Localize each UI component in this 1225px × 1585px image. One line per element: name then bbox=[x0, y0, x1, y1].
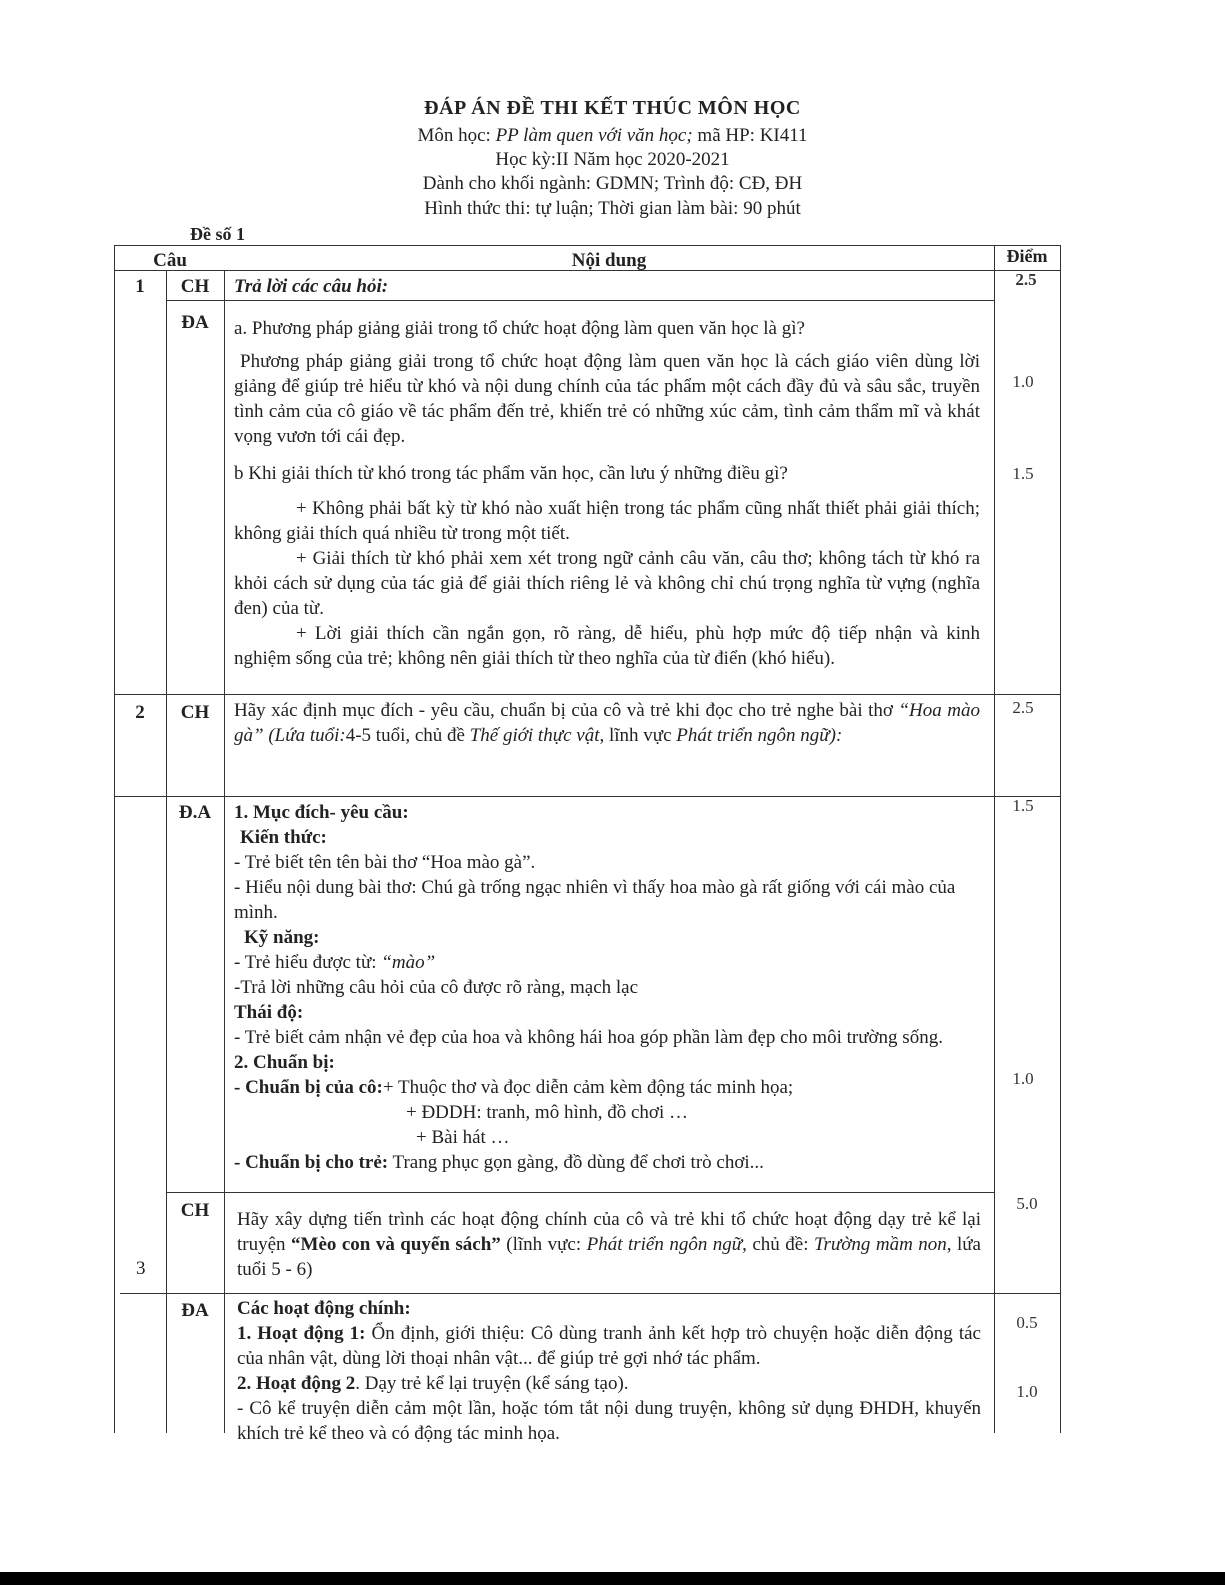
q3-activity-2-score: 1.0 bbox=[1016, 1382, 1038, 1401]
q3-main-heading: Các hoạt động chính: bbox=[237, 1298, 411, 1319]
q3-number: 3 bbox=[136, 1258, 146, 1279]
header-content: Nội dung bbox=[571, 250, 647, 271]
audience-line: Dành cho khối ngành: GDMN; Trình độ: CĐ, ĐH bbox=[422, 173, 803, 194]
row-divider-q2-ch bbox=[114, 796, 1060, 797]
q2-attitude-heading: Thái độ: bbox=[234, 1002, 304, 1023]
q3-ch-field: Phát triển ngôn ngữ bbox=[586, 1234, 743, 1255]
q2-knowledge-heading: Kiến thức: bbox=[240, 827, 327, 848]
row-divider-q1-end bbox=[114, 694, 1060, 695]
q2-knowledge-2: - Hiểu nội dung bài thơ: Chú gà trống ngạc nhiên vì thấy hoa mào gà rất giống với cái mào của mình. bbox=[234, 877, 956, 923]
q2-knowledge-1: - Trẻ biết tên tên bài thơ “Hoa mào gà”. bbox=[234, 852, 536, 873]
q1-b-note-1: + Không phải bất kỳ từ khó nào xuất hiện trong tác phẩm cũng nhất thiết phải giải thích; không giải thích quá nhiều từ trong một tiết. bbox=[234, 498, 980, 544]
row-divider-q3-start bbox=[166, 1192, 994, 1193]
q2-prep-teacher-label: - Chuẩn bị của cô: bbox=[234, 1077, 383, 1098]
q1-a-score: 1.0 bbox=[1012, 372, 1034, 391]
col-divider-score bbox=[994, 245, 995, 1433]
q1-b-note-2: + Giải thích từ khó phải xem xét trong ngữ cảnh câu văn, câu thơ; không tách từ khó ra khỏi cách sử dụng của tác giả để giải thích riêng lẻ và không chỉ chú trọng nghĩa từ vựng (nghĩa đen) của từ. bbox=[234, 548, 980, 619]
q3-activity-2 bbox=[237, 1371, 981, 1396]
col-divider-tag bbox=[166, 270, 167, 1433]
q3-ch-part-5: , chủ đề: bbox=[742, 1234, 814, 1255]
q2-ch-score: 2.5 bbox=[1012, 698, 1034, 717]
q2-ch-part-3: 4-5 tuổi, chủ đề bbox=[345, 725, 470, 746]
document-title: ĐÁP ÁN ĐỀ THI KẾT THÚC MÔN HỌC bbox=[424, 97, 801, 119]
q2-prep-children-text: Trang phục gọn gàng, đồ dùng để chơi trò chơi... bbox=[388, 1152, 764, 1173]
q2-skills-2: -Trả lời những câu hỏi của cô được rõ ràng, mạch lạc bbox=[234, 977, 639, 998]
q3-ch-topic: Trường mầm non bbox=[813, 1234, 947, 1255]
row-divider-q3-ch bbox=[120, 1293, 1060, 1294]
q2-prep-score: 1.0 bbox=[1012, 1069, 1034, 1088]
q2-section-goals: 1. Mục đích- yêu cầu: bbox=[234, 802, 409, 823]
table-border-left bbox=[114, 245, 115, 1433]
q3-activity-1-text: Ổn định, giới thiệu: Cô dùng tranh ảnh kết hợp trò chuyện hoặc diễn động tác của nhân vật, dùng lời thoại nhân vật... để giúp trẻ gợi nhớ tác phẩm. bbox=[237, 1323, 981, 1369]
q2-skills-1-text: - Trẻ hiểu được từ: bbox=[234, 952, 382, 973]
subject-line bbox=[0, 124, 1225, 148]
q3-da-tag: ĐA bbox=[181, 1300, 209, 1321]
q1-b-note-3: + Lời giải thích cần ngắn gọn, rõ ràng, dễ hiểu, phù hợp mức độ tiếp nhận và kinh nghiệm sống của trẻ; không nên giải thích từ theo nghĩa của từ điển (khó hiểu). bbox=[234, 623, 980, 669]
q2-prep-teacher-1: + Thuộc thơ và đọc diễn cảm kèm động tác minh họa; bbox=[382, 1077, 794, 1098]
q2-ch-part-5: , lĩnh vực bbox=[599, 725, 677, 746]
q1-b-notes bbox=[234, 496, 980, 671]
q2-prep-teacher-3: + Bài hát … bbox=[416, 1127, 510, 1148]
term-line: Học kỳ:II Năm học 2020-2021 bbox=[495, 149, 730, 170]
q2-skills-1 bbox=[234, 950, 980, 975]
q3-ch-tag: CH bbox=[180, 1200, 210, 1221]
q1-b-question: b Khi giải thích từ khó trong tác phẩm văn học, cần lưu ý những điều gì? bbox=[234, 463, 788, 484]
q1-ch-score: 2.5 bbox=[1015, 270, 1037, 289]
subject-name: PP làm quen với văn học; bbox=[495, 125, 693, 146]
q1-a-question: a. Phương pháp giảng giải trong tổ chức hoạt động làm quen văn học là gì? bbox=[234, 318, 805, 339]
q3-ch-story: “Mèo con và quyển sách” bbox=[291, 1234, 501, 1255]
q2-answer bbox=[234, 800, 980, 1175]
row-divider-q1-ch bbox=[166, 300, 994, 301]
q1-da-tag: ĐA bbox=[181, 312, 209, 333]
exam-number: Đề số 1 bbox=[190, 224, 245, 244]
q2-section-prep: 2. Chuẩn bị: bbox=[234, 1052, 335, 1073]
q3-activity-1-label: 1. Hoạt động 1: bbox=[237, 1323, 366, 1344]
q3-activity-2-step-1: - Cô kể truyện diễn cảm một lần, hoặc tóm tắt nội dung truyện, không sử dụng ĐHDH, khuyến khích trẻ kể theo và có động tác minh họa. bbox=[237, 1398, 981, 1444]
q2-prep-children-label: - Chuẩn bị cho trẻ: bbox=[234, 1152, 389, 1173]
header-score: Điểm bbox=[1006, 246, 1048, 266]
q2-ch-field: Phát triển ngôn ngữ): bbox=[676, 725, 843, 746]
q3-ch-part-1: Hãy xây dựng tiến trình các hoạt động chính của cô và trẻ khi tổ chức hoạt động dạy trẻ kể lại truyện bbox=[237, 1209, 981, 1255]
q2-ch-poem: “Hoa mào gà” (Lứa tuổi: bbox=[234, 700, 981, 746]
col-divider-content bbox=[224, 270, 225, 1433]
q2-skills-1-word: “mào” bbox=[381, 952, 436, 973]
q2-prep-children bbox=[234, 1150, 980, 1175]
q2-prep-teacher-2: + ĐDDH: tranh, mô hình, đồ chơi … bbox=[406, 1102, 688, 1123]
q1-a-answer: Phương pháp giảng giải trong tổ chức hoạt động làm quen văn học là cách giáo viên dùng lời giảng để giúp trẻ hiểu từ khó và nội dung chính của tác phẩm một cách đầy đủ và sâu sắc, truyền tình cảm của cô giáo về tác phẩm đến trẻ, khiến trẻ có những xúc cảm, tình cảm thẩm mĩ và khát vọng vươn tới cái đẹp. bbox=[234, 351, 980, 447]
q3-activity-1 bbox=[237, 1321, 981, 1371]
q3-answer bbox=[237, 1296, 981, 1446]
q1-ch-text: Trả lời các câu hỏi: bbox=[234, 276, 389, 297]
q2-ch-tag: CH bbox=[180, 702, 210, 723]
q2-number: 2 bbox=[135, 702, 145, 723]
q1-ch-tag: CH bbox=[180, 276, 210, 297]
q3-answer-clip bbox=[234, 1296, 986, 1444]
q3-ch-text bbox=[237, 1207, 981, 1282]
q1-number: 1 bbox=[135, 276, 145, 297]
q2-prep-1 bbox=[234, 1075, 980, 1100]
q3-activity-2-label: 2. Hoạt động 2 bbox=[237, 1373, 356, 1394]
scan-bottom-edge bbox=[0, 1572, 1225, 1585]
header-question: Câu bbox=[153, 250, 187, 271]
q2-ch-topic: Thế giới thực vật bbox=[469, 725, 600, 746]
q1-b-score: 1.5 bbox=[1012, 464, 1034, 483]
q3-ch-part-7: , lứa tuổi 5 - 6) bbox=[237, 1234, 981, 1280]
subject-code: mã HP: KI411 bbox=[692, 125, 808, 146]
subject-prefix: Môn học: bbox=[417, 125, 496, 146]
table-border-right bbox=[1060, 245, 1061, 1433]
q3-ch-score: 5.0 bbox=[1016, 1194, 1038, 1213]
q2-attitude-1: - Trẻ biết cảm nhận vẻ đẹp của hoa và không hái hoa góp phần làm đẹp cho môi trường sống. bbox=[234, 1027, 943, 1048]
q2-goals-score: 1.5 bbox=[1012, 796, 1034, 815]
q3-ch-part-3: (lĩnh vực: bbox=[500, 1234, 587, 1255]
q3-activity-1-score: 0.5 bbox=[1016, 1313, 1038, 1332]
q2-ch-part-1: Hãy xác định mục đích - yêu cầu, chuẩn bị của cô và trẻ khi đọc cho trẻ nghe bài thơ bbox=[234, 700, 899, 721]
q2-ch-text bbox=[234, 698, 980, 748]
q3-activity-2-text: . Dạy trẻ kể lại truyện (kể sáng tạo). bbox=[355, 1373, 629, 1394]
q2-skills-heading: Kỹ năng: bbox=[244, 927, 320, 948]
q2-da-tag: Đ.A bbox=[178, 802, 212, 823]
format-line: Hình thức thi: tự luận; Thời gian làm bài: 90 phút bbox=[424, 198, 801, 219]
table-border-top bbox=[114, 245, 1060, 246]
